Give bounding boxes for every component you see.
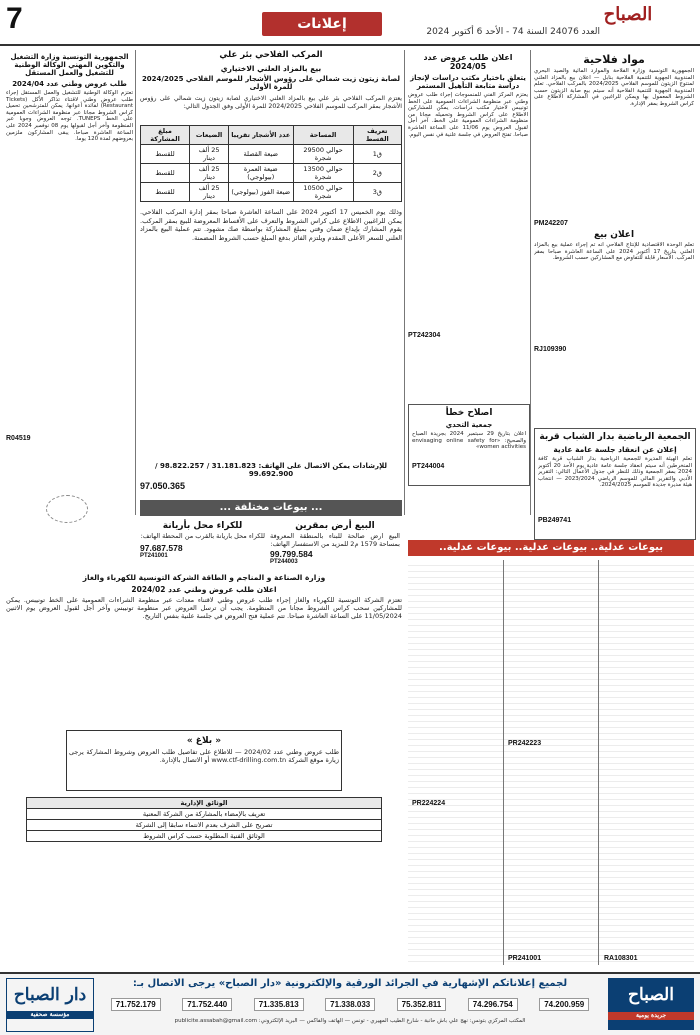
- table-header-cell: مبلغ المشاركة: [141, 126, 190, 145]
- table-cell: 25 ألف دينار: [190, 183, 229, 202]
- footer: [0, 972, 700, 1035]
- olive-sale-title: المركب الفلاحي بئر علي: [219, 50, 323, 60]
- table-row: [141, 183, 402, 202]
- olive-sale-contact: للإرشادات يمكن الاتصال على الهاتف: 31.181.823 / 98.822.257 / 99.692.900: [154, 462, 388, 478]
- employment-ad: [6, 50, 133, 460]
- olive-sale-body: يعتزم المركب الفلاحي بئر علي بيع بالمزاد العلني الاختياري لصابة زيتون زيت شمالي على رؤوس الأشجار بمقر المركب للموسم الفلاحي 2024/2025 للمرة الأولى وفق الجدول التالي:: [140, 95, 402, 110]
- table-row: [26, 809, 381, 820]
- energy-tender-ad: [6, 570, 402, 965]
- column-divider: [404, 50, 405, 515]
- judicial-notices: [408, 560, 694, 965]
- phone-number[interactable]: 75.352.811: [397, 998, 447, 1011]
- olive-sale-fax: 97.050.365: [140, 481, 186, 491]
- masthead-logo: الصباح: [603, 4, 653, 25]
- footer-phones: [100, 998, 600, 1011]
- shop-rent-phone: 97.687.578: [140, 543, 183, 553]
- table-header-cell: تعريف القسط: [353, 126, 401, 145]
- shop-rent-body: للكراء محل بأريانة بالقرب من المحطة الهاتف:: [140, 533, 265, 540]
- sale-ad-ref: RJ109390: [534, 346, 567, 353]
- correction-subtitle: جمعية التحدي: [445, 421, 493, 429]
- table-row: [141, 164, 402, 183]
- sale-ad-body: تعلم الوحدة الاقتصادية للإنتاج الفلاحي أنه تم إجراء عملية بيع بالمزاد العلني بتاريخ 17 أكتوبر 2024 على الساعة العاشرة صباحا بمقر المركب. الأسعار قابلة للتفاوض مع المشاركين حسب الشروط.: [534, 242, 694, 262]
- table-row: [26, 831, 381, 842]
- documents-table: [26, 797, 382, 842]
- page-header: [0, 0, 700, 46]
- land-sale-title: البيع أرض بمقرين: [295, 521, 375, 531]
- footer-brand-sub: جريدة يومية: [608, 1012, 694, 1020]
- tender-ad-body: يعتزم المركز الفني للمنسوجات إجراء طلب عروض وطني عبر منظومة الشراءات العمومية على الخط تونيبس لاختيار مكتب دراسات. يمكن للمشاركين الاطلاع على كراس الشروط وتحميله مجانا من منظومة الشراءات العمومية على الخط. آخر أجل لقبول العروض يوم 11/06 على الساعة العاشرة صباحا. تفتح العروض في جلسة علنية في نفس اليوم.: [408, 92, 528, 138]
- table-cell: تصريح على الشرف بعدم الانتماء سابقا إلى الشركة: [26, 820, 381, 831]
- notice-ref: PR241001: [508, 955, 542, 962]
- section-title: إعلانات: [262, 12, 382, 36]
- shop-rent-ad: [140, 518, 265, 568]
- phone-number[interactable]: 71.752.440: [182, 998, 232, 1011]
- notice-ref: PR224224: [412, 800, 446, 807]
- land-sale-ref: PT244003: [270, 559, 298, 565]
- column-divider: [530, 50, 531, 515]
- olive-sale-ad: [140, 50, 402, 495]
- table-cell: 25 ألف دينار: [190, 164, 229, 183]
- phone-number[interactable]: 74.296.754: [468, 998, 518, 1011]
- table-cell: تعريف بالإمضاء بالمشاركة من الشركة المعنية: [26, 809, 381, 820]
- land-sale-body: البيع أرض صالحة للبناء بالمنطقة المعروفة بمساحة 1579 م2 للمزيد من الاستفسار الهاتف:: [270, 533, 400, 548]
- table-cell: للقسط: [141, 145, 190, 164]
- tender-ad-title: اعلان طلب عروض عدد 2024/05: [423, 53, 513, 71]
- column-divider: [503, 560, 504, 965]
- footer-brand: [608, 978, 694, 1030]
- table-header-cell: المساحة: [293, 126, 353, 145]
- judicial-sales-bar: [408, 540, 694, 556]
- company-logo: [46, 495, 88, 523]
- table-cell: حوالي 13500 شجرة: [293, 164, 353, 183]
- olive-sale-terms: وذلك يوم الخميس 17 أكتوبر 2024 على الساعة العاشرة صباحا بمقر إدارة المركب الفلاحي. يمكن للراغبين الاطلاع على كراس الشروط والتعرف على الأقساط المعروضة للبيع بمقر المركب. يقوم المشارك بإيداع ضمان وقتي بمبلغ المشاركة بواسطة صك مشهود. تتم عملية البيع بالمزاد العلني للسعر الأعلى المقدم ويلتزم الفائز بدفع المبلغ حسب الشروط المضمنة.: [140, 208, 402, 242]
- column-divider: [135, 50, 136, 515]
- land-sale-phone: 99.799.584: [270, 549, 313, 559]
- notice-ref: RA108301: [604, 955, 638, 962]
- tender-ad-subtitle: يتعلق باختيار مكتب دراسات لإنجاز دراسة متابعة التأهيل المستمر: [410, 74, 526, 90]
- phone-number[interactable]: 71.335.813: [254, 998, 304, 1011]
- employment-ad-title: الجمهورية التونسية وزارة التشغيل والتكوين المهني الوكالة الوطنية للتشغيل والعمل المستقل: [10, 53, 129, 77]
- energy-tender-title: وزارة الصناعة و المناجم و الطاقة الشركة التونسية للكهرباء والغاز: [82, 573, 326, 582]
- issue-line: العدد 24076 السنة 74 - الأحد 6 أكتوبر 2024: [426, 27, 600, 37]
- correction-ref: PT244004: [412, 463, 445, 470]
- various-sales-label: ... بيوعات مختلفة ...: [219, 502, 323, 513]
- energy-notice-title: « بلاغ »: [186, 736, 222, 746]
- agri-ad-body: الجمهورية التونسية وزارة الفلاحة والموارد المائية والصيد البحري المندوبية الجهوية للتنمية الفلاحية بنابل — اعلان بيع بالمزاد العلني لمنتوج الزيتون للموسم الفلاحي 2024/2025 بالمركب الفلاحي. تعلم المندوبية الجهوية للتنمية الفلاحية أنه سيتم بيع صابة الزيتون حسب الشروط المعمول بها ويمكن للراغبين في المشاركة الاطلاع على كراس الشروط بمقر الإدارة.: [534, 68, 694, 107]
- correction-ad: [408, 404, 530, 486]
- table-cell: للقسط: [141, 183, 190, 202]
- energy-notice-box: [66, 730, 342, 791]
- employment-ad-subtitle: طلب عروض وطني عدد 2024/04: [12, 80, 127, 88]
- table-cell: ق3: [353, 183, 401, 202]
- column-divider: [598, 560, 599, 965]
- agri-ad-ref: PM242207: [534, 220, 568, 227]
- judicial-sales-label: بيوعات عدلية.. بيوعات عدلية.. بيوعات عدلية..: [439, 542, 663, 553]
- energy-tender-subtitle: اعلان طلب عروض وطني عدد 2024/02: [131, 585, 277, 594]
- footer-brand-name: الصباح: [628, 985, 674, 1005]
- phone-number[interactable]: 74.200.959: [539, 998, 589, 1011]
- shop-rent-ref: PT241001: [140, 553, 168, 559]
- table-cell: الوثائق الفنية المطلوبة حسب كراس الشروط: [26, 831, 381, 842]
- company-logo-area: [6, 495, 134, 525]
- table-cell: ضيعة القصلة: [229, 145, 294, 164]
- table-cell: ق1: [353, 145, 401, 164]
- footer-logo-name: دار الصباح: [13, 985, 87, 1005]
- footer-title: لجميع إعلاناتكم الإشهارية في الجرائد الورقية والإلكترونية «دار الصباح» يرجى الاتصال بـ:: [132, 978, 568, 989]
- table-row: [26, 820, 381, 831]
- employment-ad-ref: R04519: [6, 435, 31, 442]
- table-cell: حوالي 10500 شجرة: [293, 183, 353, 202]
- footer-logo-sub: مؤسسة صحفية: [7, 1011, 93, 1019]
- table-header-cell: الوثائق الإدارية: [26, 798, 381, 809]
- table-cell: ضيعة الفوز (بيولوجي): [229, 183, 294, 202]
- tender-ad-ref: PT242304: [408, 332, 441, 339]
- table-header-cell: الضيعات: [190, 126, 229, 145]
- olive-sale-subtitle: بيع بالمزاد العلني الاختياري: [220, 64, 322, 73]
- tender-ad: [408, 50, 528, 370]
- youth-club-ad: [534, 428, 696, 540]
- youth-club-body: تعلم الهيئة المديرة للجمعية الرياضية بدار الشباب قربة كافة المنخرطين أنه سيتم انعقاد جلسة عامة عادية يوم الأحد 20 أكتوبر 2024 بمقر الجمعية وذلك للنظر في جدول الأعمال التالي: التقرير الأدبي والتقرير المالي للموسم الرياضي 2023/2024 — انتخاب هيئة مديرة جديدة للموسم 2024/2025.: [538, 456, 692, 489]
- olive-lots-table: [140, 125, 402, 202]
- youth-club-subtitle: إعلان عن انعقاد جلسة عامة عادية: [553, 445, 677, 454]
- table-row: [141, 145, 402, 164]
- page-number: 7: [6, 2, 23, 35]
- table-header-row: [141, 126, 402, 145]
- employment-ad-body: تعتزم الوكالة الوطنية للتشغيل والعمل المستقل إجراء طلب عروض وطني لاقتناء تذاكر الأكل (Tickets Restaurant) لفائدة أعوانها. يمكن للمترشحين تحميل كراس الشروط مجانا عبر منظومة الشراءات العمومية على الخط TUNEPS. توجه العروض وجوبا عبر المنظومة وآخر أجل لقبولها يوم 08 نوفمبر 2024 على الساعة العاشرة صباحا. يبقى المشاركون ملزمين بعروضهم لمدة 120 يوما.: [6, 90, 133, 143]
- table-cell: 25 ألف دينار: [190, 145, 229, 164]
- shop-rent-title: للكراء محل بأريانة: [162, 521, 243, 531]
- table-header-cell: عدد الأشجار تقريبا: [229, 126, 294, 145]
- phone-number[interactable]: 71.338.033: [325, 998, 375, 1011]
- correction-body: اعلان بتاريخ 29 سبتمبر 2024 بجريدة الصباح والصحيح: «envisaging online safety for women activities»: [412, 431, 526, 451]
- energy-tender-body: تعتزم الشركة التونسية للكهرباء والغاز إجراء طلب عروض وطني لاقتناء معدات عبر منظومة الشراءات العمومية على الخط تونيبس. يمكن للمشاركين سحب كراس الشروط مجانا من المنظومة. يجب أن ترسل العروض عبر منظومة تونيبس وآخر أجل لقبول العروض يوم الاثنين 11/05/2024 على الساعة العاشرة صباحا. تتم عملية فتح العروض في جلسة علنية بنفس التاريخ.: [6, 596, 402, 620]
- table-cell: حوالي 29500 شجرة: [293, 145, 353, 164]
- land-sale-ad: [270, 518, 400, 568]
- youth-club-ref: PB249741: [538, 517, 572, 524]
- agri-ad: [534, 50, 694, 425]
- agri-ad-title: مواد فلاحية: [583, 53, 645, 66]
- phone-number[interactable]: 71.752.179: [111, 998, 161, 1011]
- notice-ref: PR242223: [508, 740, 542, 747]
- sale-ad-title: اعلان بيع: [593, 230, 635, 240]
- energy-notice-body: طلب عروض وطني عدد 2024/02 — للاطلاع على تفاصيل طلب العروض وشروط المشاركة يرجى زيارة موقع الشركة www.ctf-drilling.com.tn أو الاتصال بالإدارة.: [69, 748, 339, 764]
- footer-logo: [6, 978, 94, 1032]
- correction-title: اصلاح خطأ: [445, 408, 493, 418]
- footer-address: المكتب المركزي بتونس: نهج علي باش حانبة - شارع الطيب المهيري - تونس — الهاتف والفاكس — البريد الإلكتروني: publicite.assabah@gmail.com: [174, 1018, 526, 1024]
- olive-sale-line: لصابة زيتون زيت شمالي على رؤوس الأشجار للموسم الفلاحي 2024/2025 للمرة الأولى: [141, 75, 401, 91]
- table-header-row: [26, 798, 381, 809]
- youth-club-title: الجمعية الرياضية بدار الشباب قربة: [539, 432, 691, 442]
- various-sales-bar: [140, 500, 402, 516]
- table-cell: للقسط: [141, 164, 190, 183]
- table-cell: ق2: [353, 164, 401, 183]
- table-cell: ضيعة العمرة (بيولوجي): [229, 164, 294, 183]
